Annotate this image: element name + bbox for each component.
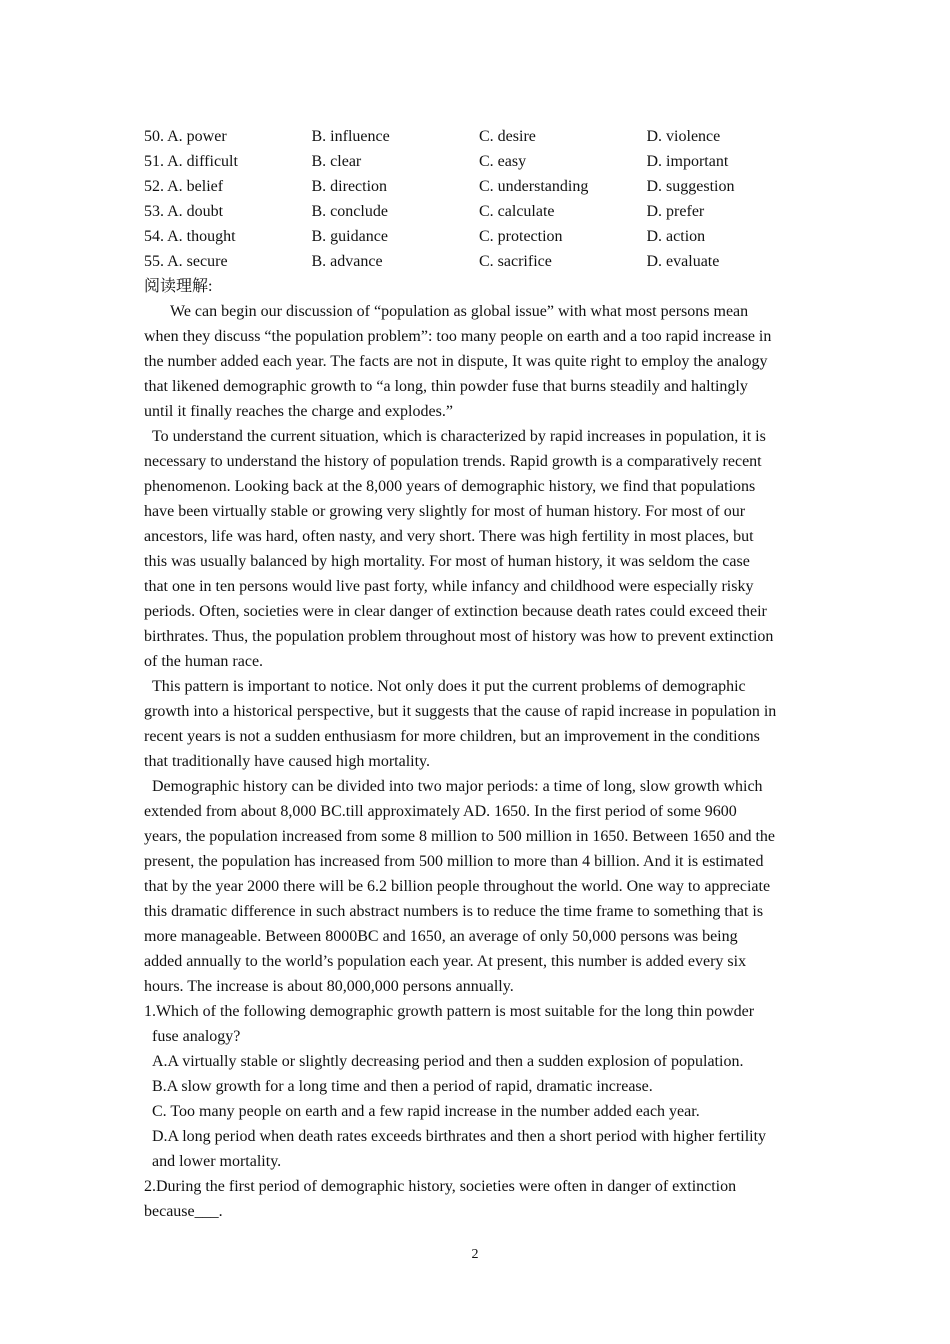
option-a: [144, 224, 312, 249]
cloze-options-table: [144, 124, 814, 274]
option-a: [144, 174, 312, 199]
paragraph-line: ancestors, life was hard, often nasty, and very short. There was high fertility in most places, but: [144, 528, 754, 545]
option-a-text: A. doubt: [167, 203, 224, 220]
option-c: C. understanding: [479, 178, 589, 195]
paragraph-line: until it finally reaches the charge and explodes.”: [144, 403, 453, 420]
cloze-row: [144, 149, 814, 174]
paragraph-line: extended from about 8,000 BC.till approximately AD. 1650. In the first period of some 9600: [144, 803, 737, 820]
option-c: C. desire: [479, 128, 536, 145]
paragraph: [144, 424, 814, 674]
cloze-row: [144, 174, 814, 199]
paragraph-line: that one in ten persons would live past forty, while infancy and childhood were especially risky: [144, 578, 754, 595]
question-number: 51.: [144, 153, 164, 170]
paragraph-line: birthrates. Thus, the population problem throughout most of history was how to prevent extinction: [144, 628, 774, 645]
option-a-text: A. belief: [167, 178, 224, 195]
option-d: D. suggestion: [646, 178, 735, 195]
option-b: B. influence: [311, 128, 390, 145]
option-b: B. advance: [311, 253, 383, 270]
option-b: B. clear: [311, 153, 362, 170]
option-c: C. protection: [479, 228, 563, 245]
paragraph-line: necessary to understand the history of population trends. Rapid growth is a comparatively recent: [144, 453, 762, 470]
paragraph-line: that by the year 2000 there will be 6.2 billion people throughout the world. One way to appreciate: [144, 878, 771, 895]
option-a: [144, 199, 312, 224]
option-d: D. violence: [646, 128, 721, 145]
option-d: D. prefer: [646, 203, 705, 220]
option-b: B. guidance: [311, 228, 388, 245]
paragraph-line: this dramatic difference in such abstract numbers is to reduce the time frame to something that is: [144, 903, 764, 920]
paragraph: [144, 299, 814, 424]
paragraph: [144, 774, 814, 999]
page-number: 2: [471, 1247, 479, 1262]
cloze-row: [144, 224, 814, 249]
paragraph-line: growth into a historical perspective, but it suggests that the cause of rapid increase in population in: [144, 703, 777, 720]
answer-option: B.A slow growth for a long time and then a period of rapid, dramatic increase.: [152, 1078, 653, 1095]
paragraph-line: recent years is not a sudden enthusiasm for more children, but an improvement in the conditions: [144, 728, 760, 745]
reading-heading: 阅读理解:: [144, 278, 213, 295]
option-a: [144, 124, 312, 149]
paragraph-line: To understand the current situation, which is characterized by rapid increases in population, it is: [152, 428, 766, 445]
question-stem-line: 2.During the first period of demographic history, societies were often in danger of extinction: [144, 1178, 737, 1195]
answer-option: D.A long period when death rates exceeds birthrates and then a short period with higher fertility: [152, 1128, 767, 1145]
question-stem-line: because___.: [144, 1203, 223, 1220]
cloze-row: [144, 124, 814, 149]
option-d: D. evaluate: [646, 253, 720, 270]
answer-option: A.A virtually stable or slightly decreasing period and then a sudden explosion of population.: [152, 1053, 744, 1070]
paragraph-line: years, the population increased from some 8 million to 500 million in 1650. Between 1650 and the: [144, 828, 775, 845]
paragraph-line: have been virtually stable or growing very slightly for most of human history. For most of our: [144, 503, 746, 520]
question-item: [144, 1174, 814, 1224]
document-body: [144, 124, 814, 1224]
answer-option: C. Too many people on earth and a few rapid increase in the number added each year.: [152, 1103, 700, 1120]
cloze-row: [144, 249, 814, 274]
paragraph-line: that traditionally have caused high mortality.: [144, 753, 430, 770]
question-item: [144, 999, 814, 1174]
option-c: C. calculate: [479, 203, 555, 220]
reading-passage: [144, 299, 814, 999]
paragraph-line: We can begin our discussion of “population as global issue” with what most persons mean: [170, 303, 749, 320]
question-number: 53.: [144, 203, 164, 220]
paragraph-line: of the human race.: [144, 653, 264, 670]
paragraph-line: this was usually balanced by high mortality. For most of human history, it was seldom the case: [144, 553, 750, 570]
paragraph-line: periods. Often, societies were in clear danger of extinction because death rates could exceed their: [144, 603, 767, 620]
option-a-text: A. thought: [167, 228, 236, 245]
paragraph-line: added annually to the world’s population each year. At present, this number is added every six: [144, 953, 747, 970]
option-c: C. easy: [479, 153, 527, 170]
question-number: 50.: [144, 128, 164, 145]
question-number: 55.: [144, 253, 164, 270]
question-stem-line: fuse analogy?: [152, 1028, 241, 1045]
paragraph-line: the number added each year. The facts are not in dispute, It was quite right to employ the analogy: [144, 353, 768, 370]
option-a-text: A. power: [167, 128, 227, 145]
option-a-text: A. difficult: [167, 153, 238, 170]
paragraph-line: more manageable. Between 8000BC and 1650, an average of only 50,000 persons was being: [144, 928, 738, 945]
question-number: 54.: [144, 228, 164, 245]
option-d: D. important: [646, 153, 729, 170]
paragraph: [144, 674, 814, 774]
answer-option: and lower mortality.: [152, 1153, 282, 1170]
cloze-row: [144, 199, 814, 224]
paragraph-line: that likened demographic growth to “a long, thin powder fuse that burns steadily and haltingly: [144, 378, 748, 395]
paragraph-line: Demographic history can be divided into two major periods: a time of long, slow growth which: [152, 778, 763, 795]
paragraph-line: hours. The increase is about 80,000,000 persons annually.: [144, 978, 514, 995]
option-c: C. sacrifice: [479, 253, 552, 270]
paragraph-line: This pattern is important to notice. Not only does it put the current problems of demographic: [152, 678, 746, 695]
option-b: B. direction: [311, 178, 388, 195]
question-number: 52.: [144, 178, 164, 195]
option-d: D. action: [646, 228, 706, 245]
questions: [144, 999, 814, 1224]
option-a: [144, 249, 312, 274]
paragraph-line: present, the population has increased from 500 million to more than 4 billion. And it is estimated: [144, 853, 764, 870]
paragraph-line: when they discuss “the population problem”: too many people on earth and a too rapid increase in: [144, 328, 772, 345]
option-a-text: A. secure: [167, 253, 228, 270]
option-a: [144, 149, 312, 174]
paragraph-line: phenomenon. Looking back at the 8,000 years of demographic history, we find that populations: [144, 478, 756, 495]
question-stem-line: 1.Which of the following demographic growth pattern is most suitable for the long thin powder: [144, 1003, 755, 1020]
option-b: B. conclude: [311, 203, 388, 220]
